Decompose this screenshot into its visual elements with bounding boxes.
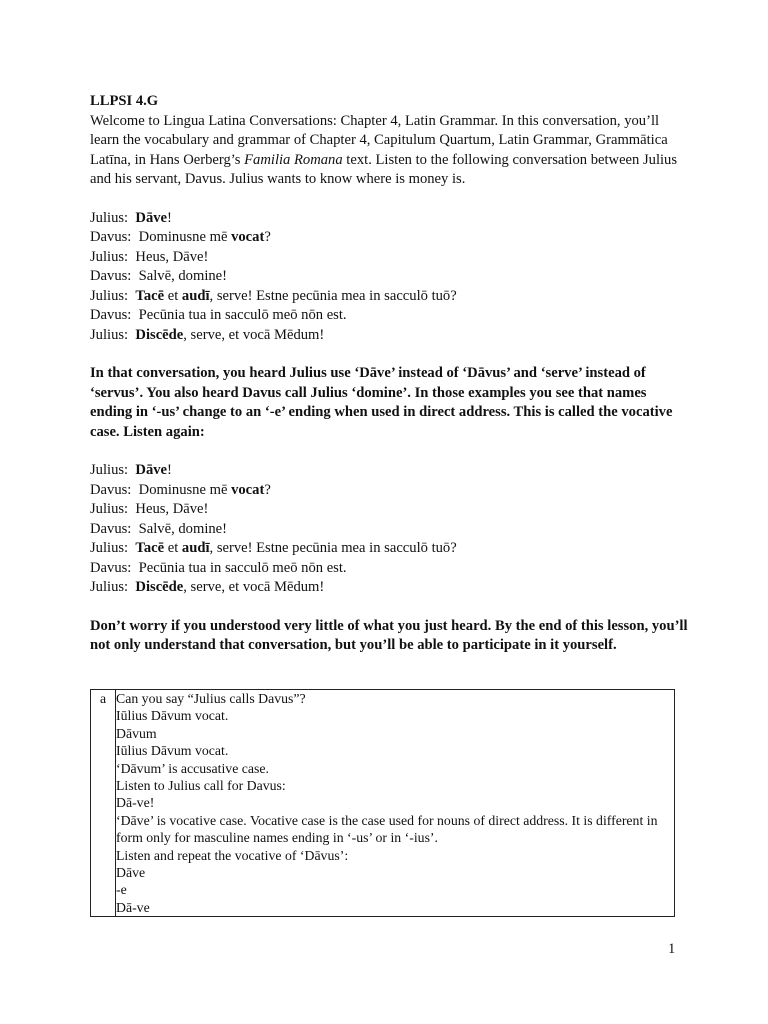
dialog-line	[90, 248, 690, 268]
exercise-table	[90, 689, 675, 917]
dialog-first	[90, 209, 690, 346]
dialog-text: Tacē	[135, 540, 165, 556]
dialog-line	[90, 209, 690, 229]
dialog-line	[90, 228, 690, 248]
exercise-line: Dā-ve	[116, 899, 150, 915]
dialog-text: Salvē, domine!	[138, 268, 228, 284]
speaker-label: Julius:	[90, 540, 129, 556]
dialog-text: Heus, Dāve!	[135, 248, 209, 265]
dialog-repeat	[90, 461, 690, 598]
dialog-text: audī	[181, 287, 210, 304]
dialog-text: Dāve	[135, 209, 168, 226]
dialog-line	[90, 520, 690, 540]
dialog-text: , serve! Estne pecūnia mea in sacculō tuō?	[209, 287, 457, 304]
dialog-text: Dominusne mē	[138, 481, 232, 498]
speaker-label: Davus:	[90, 268, 132, 284]
speaker-label: Julius:	[90, 501, 129, 517]
page-number: 1	[668, 941, 676, 957]
dialog-text: Heus, Dāve!	[135, 501, 209, 517]
dialog-line	[90, 287, 690, 307]
dialog-line	[90, 306, 690, 326]
speaker-label: Julius:	[90, 248, 129, 265]
dialog-text: , serve, et vocā Mēdum!	[183, 579, 325, 595]
dialog-line	[90, 578, 690, 598]
dialog-text: vocat	[231, 229, 265, 245]
dialog-text: Dominusne mē	[138, 229, 232, 245]
dialog-line	[90, 539, 690, 559]
intro-text-after: text. Listen to the following conversation between Julius and his servant, Davus. Julius wants to know where is money is.	[90, 151, 678, 187]
speaker-label: Davus:	[90, 481, 132, 498]
speaker-label: Davus:	[90, 559, 132, 576]
speaker-label: Julius:	[90, 462, 129, 478]
exercise-letter: a	[91, 690, 116, 917]
exercise-line: Dā-ve!	[116, 795, 155, 811]
exercise-line: -e	[116, 882, 127, 898]
exercise-line: Iūlius Dāvum vocat.	[116, 743, 229, 759]
dialog-text: audī	[181, 540, 210, 556]
dialog-text: et	[164, 287, 182, 304]
dialog-line	[90, 500, 690, 520]
speaker-label: Julius:	[90, 579, 129, 595]
content	[90, 92, 690, 656]
speaker-label: Julius:	[90, 326, 129, 343]
dialog-text: vocat	[231, 481, 265, 498]
dialog-text: Discēde	[135, 579, 184, 595]
dialog-text: Tacē	[135, 287, 165, 304]
exercise-line: ‘Dāvum’ is accusative case.	[116, 760, 269, 776]
dialog-line	[90, 461, 690, 481]
dialog-line	[90, 267, 690, 287]
exercise-line: Dāvum	[116, 725, 157, 741]
exercise-line: ‘Dāve’ is vocative case. Vocative case is the case used for nouns of direct address. It is different in form only for masculine names ending in ‘-us’ or in ‘-ius’.	[116, 812, 658, 846]
exercise-line: Listen and repeat the vocative of ‘Dāvus’:	[116, 847, 349, 863]
dialog-text: Pecūnia tua in sacculō meō nōn est.	[138, 559, 347, 576]
dialog-text: Dāve	[135, 462, 168, 478]
dialog-text: , serve! Estne pecūnia mea in sacculō tuō?	[209, 540, 457, 556]
exercise-line: Listen to Julius call for Davus:	[116, 778, 286, 794]
exercise-row	[91, 690, 675, 917]
page-title: LLPSI 4.G	[90, 93, 159, 109]
intro-text-before: Welcome to Lingua Latina Conversations: Chapter 4, Latin Grammar. In this conversation, you’ll learn the vocabulary and grammar of Chapter 4, Capitulum Quartum, Latin Grammar, Grammātica Latīna, in Hans Oerberg’s	[90, 112, 668, 168]
exercise-line: Dāve	[116, 865, 146, 881]
speaker-label: Julius:	[90, 209, 129, 226]
exercise-line: Can you say “Julius calls Davus”?	[116, 691, 306, 706]
dialog-text: , serve, et vocā Mēdum!	[183, 326, 325, 343]
dialog-text: Salvē, domine!	[138, 520, 228, 537]
dialog-line	[90, 326, 690, 346]
book-title: Familia Romana	[244, 151, 343, 168]
dialog-text: Pecūnia tua in sacculō meō nōn est.	[138, 307, 347, 323]
dialog-line	[90, 481, 690, 501]
dialog-text: ?	[264, 229, 271, 245]
dialog-text: !	[167, 462, 172, 478]
dialog-text: et	[164, 540, 182, 556]
dialog-text: Discēde	[135, 326, 184, 343]
dialog-line	[90, 559, 690, 579]
intro-paragraph	[90, 112, 690, 190]
encouragement-paragraph: Don’t worry if you understood very little of what you just heard. By the end of this lesson, you’ll not only understand that conversation, but you’ll be able to participate in it yourself.	[90, 617, 688, 653]
exercise-body	[116, 690, 675, 917]
speaker-label: Julius:	[90, 287, 129, 304]
speaker-label: Davus:	[90, 229, 132, 245]
speaker-label: Davus:	[90, 307, 132, 323]
dialog-text: ?	[264, 481, 271, 498]
exercise-line: Iūlius Dāvum vocat.	[116, 708, 229, 724]
dialog-text: !	[167, 209, 172, 226]
speaker-label: Davus:	[90, 520, 132, 537]
explanation-paragraph: In that conversation, you heard Julius use ‘Dāve’ instead of ‘Dāvus’ and ‘serve’ instead of ‘servus’. You also heard Davus call Julius ‘domine’. In those examples you see that names ending in ‘-us’ change to an ‘-e’ ending when used in direct address. This is called the vocative case. Listen again:	[90, 365, 673, 440]
